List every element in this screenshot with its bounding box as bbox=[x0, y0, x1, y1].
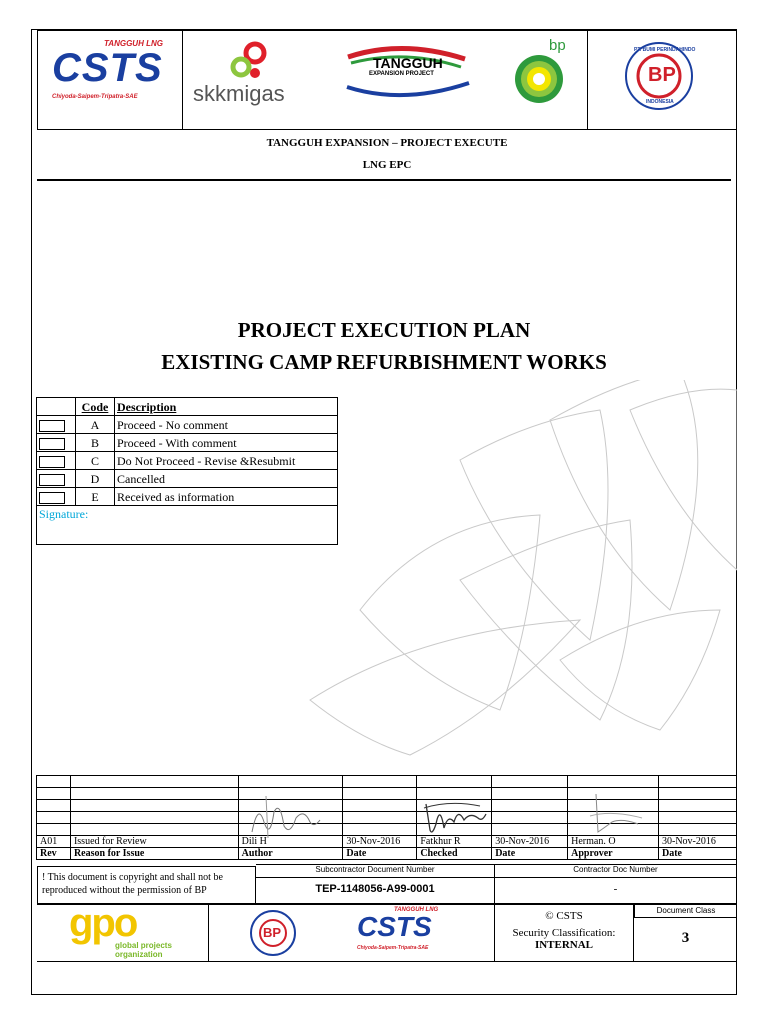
rev-approver-date: 30-Nov-2016 bbox=[658, 836, 736, 848]
footer-perindo-label: BP bbox=[263, 925, 282, 940]
security-classification-label: Security Classification: bbox=[512, 927, 616, 939]
approval-checkbox[interactable] bbox=[39, 474, 65, 486]
project-phase: LNG EPC bbox=[362, 159, 412, 171]
bp-helios-icon bbox=[513, 53, 565, 105]
partner-logos-cell bbox=[183, 30, 588, 129]
signature-label: Signature: bbox=[37, 506, 338, 545]
approval-header-row bbox=[37, 398, 338, 416]
contractor-doc-box bbox=[495, 864, 737, 904]
perindo-bottom-label: INDONESIA bbox=[646, 99, 674, 105]
perindo-logo-cell bbox=[588, 30, 737, 129]
tangguh-logo: TANGGUH bbox=[373, 55, 443, 71]
signature-row bbox=[37, 506, 338, 545]
contractor-doc-number: - bbox=[613, 883, 618, 895]
approval-row bbox=[37, 452, 338, 470]
approval-code: D bbox=[76, 470, 115, 488]
classification-cell bbox=[495, 905, 634, 962]
approval-code: C bbox=[76, 452, 115, 470]
approval-code: B bbox=[76, 434, 115, 452]
document-class-value: 3 bbox=[681, 930, 690, 946]
footer-csts-subtitle: Chiyoda-Saipem-Tripatra-SAE bbox=[357, 945, 429, 951]
perindo-ring-label: PT. BUMI PERINDAHINDO bbox=[634, 47, 696, 53]
approval-description: Do Not Proceed - Revise &Resubmit bbox=[115, 452, 338, 470]
checked-header: Checked bbox=[417, 848, 492, 860]
csts-logo: CSTS bbox=[52, 46, 163, 90]
rev-header: Rev bbox=[37, 848, 71, 860]
subcontractor-doc-label: Subcontractor Document Number bbox=[256, 865, 494, 878]
rev-author-date: 30-Nov-2016 bbox=[343, 836, 417, 848]
checker-signature-image bbox=[420, 794, 490, 838]
gpo-logo-cell bbox=[37, 901, 209, 962]
approver-header: Approver bbox=[568, 848, 659, 860]
approval-checkbox[interactable] bbox=[39, 420, 65, 432]
date-header: Date bbox=[492, 848, 568, 860]
approval-description: Cancelled bbox=[115, 470, 338, 488]
footer-csts-tangguh-label: TANGGUH LNG bbox=[394, 907, 439, 913]
rev-number: A01 bbox=[37, 836, 71, 848]
revision-header-row bbox=[37, 848, 737, 860]
project-divider bbox=[37, 179, 731, 181]
author-signature-image bbox=[244, 792, 324, 842]
approval-checkbox[interactable] bbox=[39, 492, 65, 504]
approval-description: Proceed - No comment bbox=[115, 416, 338, 434]
code-header: Code bbox=[76, 398, 115, 416]
gpo-logo: gpo bbox=[69, 901, 137, 945]
approval-row bbox=[37, 470, 338, 488]
contractor-doc-label: Contractor Doc Number bbox=[495, 865, 736, 878]
approval-row bbox=[37, 416, 338, 434]
footer-partner-logos-cell bbox=[209, 905, 495, 962]
document-title: PROJECT EXECUTION PLAN bbox=[237, 318, 531, 342]
approval-checkbox[interactable] bbox=[39, 456, 65, 468]
csts-subtitle: Chiyoda-Saipem-Tripatra-SAE bbox=[52, 94, 138, 100]
approval-row bbox=[37, 488, 338, 506]
decorative-petals-graphic bbox=[300, 380, 737, 770]
author-header: Author bbox=[238, 848, 343, 860]
gpo-subtitle-1: global projects bbox=[115, 941, 172, 950]
rev-approver: Herman. O bbox=[568, 836, 659, 848]
csts-tangguh-label: TANGGUH LNG bbox=[104, 39, 163, 48]
project-name: TANGGUH EXPANSION – PROJECT EXECUTE bbox=[266, 137, 508, 149]
rev-checked-date: 30-Nov-2016 bbox=[492, 836, 568, 848]
description-header: Description bbox=[115, 398, 338, 416]
approval-description: Received as information bbox=[115, 488, 338, 506]
header-divider bbox=[37, 129, 737, 130]
approval-row bbox=[37, 434, 338, 452]
approval-description: Proceed - With comment bbox=[115, 434, 338, 452]
rev-checked: Fatkhur R bbox=[417, 836, 492, 848]
footer-logo-strip bbox=[37, 901, 737, 962]
copyright-owner: © CSTS bbox=[545, 910, 583, 922]
rev-reason: Issued for Review bbox=[70, 836, 238, 848]
document-subtitle: EXISTING CAMP REFURBISHMENT WORKS bbox=[161, 350, 607, 374]
document-class-label: Document Class bbox=[634, 905, 737, 918]
skkmigas-logo: skkmigas bbox=[193, 81, 285, 106]
reason-header: Reason for Issue bbox=[70, 848, 238, 860]
date-header: Date bbox=[658, 848, 736, 860]
approver-signature-image bbox=[582, 788, 652, 838]
approval-code-table bbox=[36, 397, 338, 545]
approval-code: A bbox=[76, 416, 115, 434]
approval-checkbox[interactable] bbox=[39, 438, 65, 450]
subcontractor-doc-box bbox=[256, 864, 495, 904]
skkmigas-emblem-icon bbox=[227, 41, 273, 83]
gpo-subtitle-2: organization bbox=[115, 950, 163, 959]
rev-author: Dili H bbox=[238, 836, 343, 848]
perindo-center-label: BP bbox=[648, 64, 676, 86]
document-class-cell bbox=[634, 905, 737, 962]
bp-logo: bp bbox=[549, 37, 566, 54]
copyright-notice: ! This document is copyright and shall not be reproduced without the permission of BP bbox=[37, 866, 256, 904]
subcontractor-doc-number: TEP-1148056-A99-0001 bbox=[315, 883, 435, 895]
tangguh-subtitle: EXPANSION PROJECT bbox=[369, 71, 434, 77]
security-classification-value: INTERNAL bbox=[534, 939, 594, 951]
csts-logo-cell bbox=[37, 30, 183, 129]
date-header: Date bbox=[343, 848, 417, 860]
approval-code: E bbox=[76, 488, 115, 506]
footer-csts-logo: CSTS bbox=[357, 911, 432, 942]
